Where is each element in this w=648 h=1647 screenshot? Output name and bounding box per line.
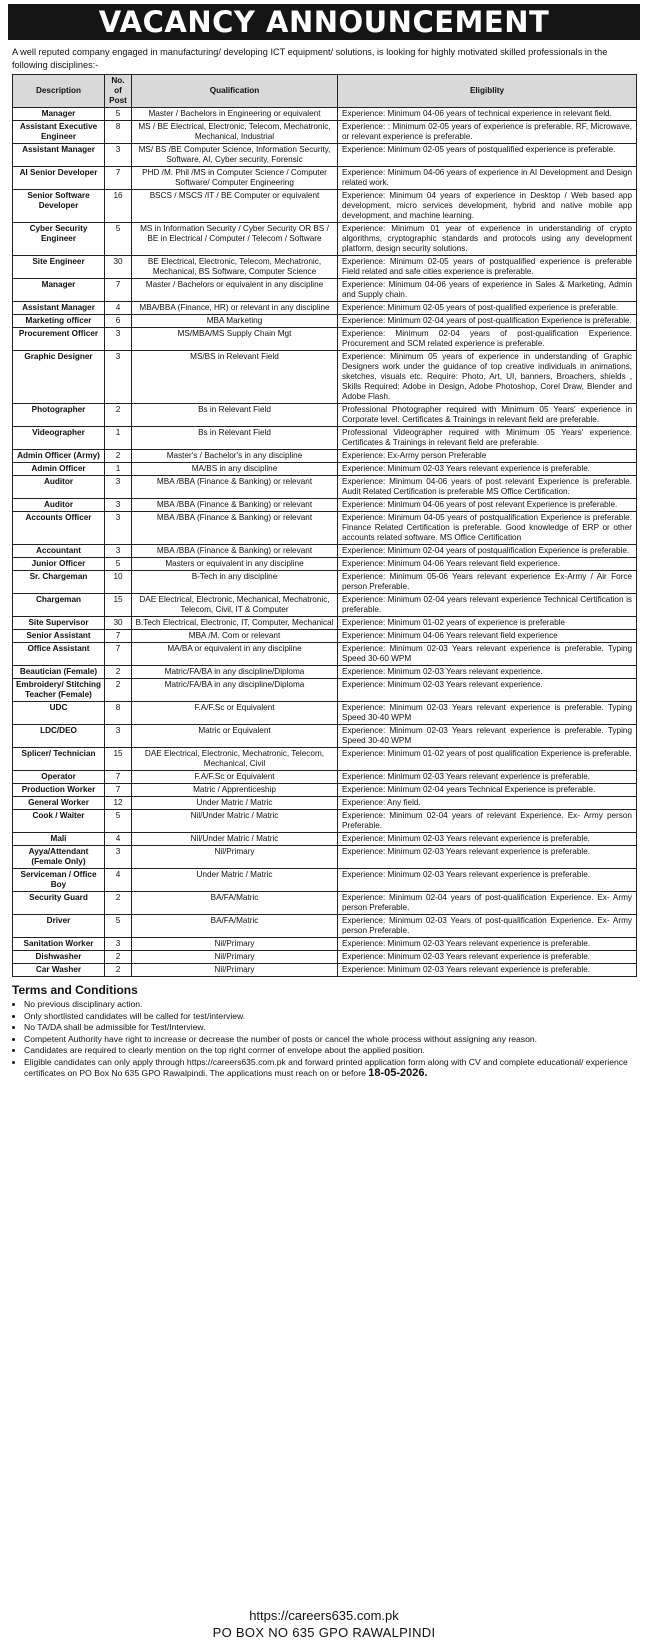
qualification: Matric / Apprenticeship (132, 784, 338, 797)
eligibility: Experience: Minimum 01 year of experience in understanding of crypto algorithms, cryptographic standards and protocols using any development platform, design security solutions. (338, 223, 637, 256)
eligibility: Experience: Minimum 02-03 Years relevant experience is preferable. (338, 951, 637, 964)
qualification: MA/BS in any discipline (132, 463, 338, 476)
qualification: Under Matric / Matric (132, 869, 338, 892)
qualification: Nil/Primary (132, 951, 338, 964)
position-description: Admin Officer (13, 463, 105, 476)
eligibility: Experience: Minimum 02-04 years of relevant Experience. Ex- Army person Preferable. (338, 810, 637, 833)
table-row (13, 558, 637, 571)
table-row (13, 869, 637, 892)
eligibility: Experience: Minimum 02-03 Years relevant experience. (338, 679, 637, 702)
post-count: 4 (105, 869, 132, 892)
header-description: Description (13, 75, 105, 108)
eligibility: Experience: Minimum 04-05 years of postqualification Experience is preferable. Finance Related Certification is preferable. Good knowledge of ERP or other accounts related software. MS Office Certification (338, 512, 637, 545)
qualification: B-Tech in any discipline (132, 571, 338, 594)
post-count: 6 (105, 315, 132, 328)
post-count: 10 (105, 571, 132, 594)
position-description: Admin Officer (Army) (13, 450, 105, 463)
table-row (13, 108, 637, 121)
table-row (13, 351, 637, 404)
post-count: 2 (105, 666, 132, 679)
table-row (13, 748, 637, 771)
qualification: MBA Marketing (132, 315, 338, 328)
position-description: Senior Software Developer (13, 190, 105, 223)
table-row (13, 810, 637, 833)
post-count: 7 (105, 279, 132, 302)
table-row (13, 499, 637, 512)
qualification: Bs in Relevant Field (132, 427, 338, 450)
eligibility: Experience: Minimum 04 years of experience in Desktop / Web based app development, micro services development, hybrid and native mobile app development, and machine learning. (338, 190, 637, 223)
qualification: MBA /BBA (Finance & Banking) or relevant (132, 545, 338, 558)
post-count: 15 (105, 748, 132, 771)
qualification: MBA /M. Com or relevant (132, 630, 338, 643)
qualification: MA/BA or equivalent in any discipline (132, 643, 338, 666)
table-row (13, 833, 637, 846)
post-count: 1 (105, 427, 132, 450)
terms-item-text: Only shortlisted candidates will be called for test/interview. (24, 1010, 246, 1021)
post-count: 8 (105, 121, 132, 144)
qualification: Matric or Equivalent (132, 725, 338, 748)
qualification: MBA /BBA (Finance & Banking) or relevant (132, 512, 338, 545)
qualification: Nil/Under Matric / Matric (132, 810, 338, 833)
position-description: Site Supervisor (13, 617, 105, 630)
eligibility: Experience: Any field. (338, 797, 637, 810)
table-row (13, 771, 637, 784)
position-description: General Worker (13, 797, 105, 810)
terms-item (24, 1057, 636, 1080)
qualification: BE Electrical, Electronic, Telecom, Mechatronic, Mechanical, BS Software, Computer Science (132, 256, 338, 279)
table-row (13, 594, 637, 617)
qualification: MS in Information Security / Cyber Security OR BS / BE in Electrical / Computer / Telecom / Software (132, 223, 338, 256)
eligibility: Experience: Minimum 05 years of experience in understanding of Graphic Designers work under the guidance of top creative individuals in animations, sketches, visuals etc. Require: Photo, Art, UI, banners, Broachers, shields , Skills Required: Adobe in Design, Adobe Photoshop, Corel Draw, Blender and Adobe Flash. (338, 351, 637, 404)
position-description: Embroidery/ Stitching Teacher (Female) (13, 679, 105, 702)
qualification: Nil/Under Matric / Matric (132, 833, 338, 846)
post-count: 16 (105, 190, 132, 223)
eligibility: Experience: Minimum 02-03 Years relevant experience is preferable. (338, 938, 637, 951)
position-description: Auditor (13, 476, 105, 499)
qualification: Nil/Primary (132, 964, 338, 977)
eligibility: Experience: Minimum 02-03 Years relevant experience is preferable. (338, 833, 637, 846)
post-count: 30 (105, 256, 132, 279)
table-row (13, 512, 637, 545)
table-row (13, 144, 637, 167)
qualification: MS / BE Electrical, Electronic, Telecom, Mechatronic, Mechanical, Industrial (132, 121, 338, 144)
qualification: Masters or equivalent in any discipline (132, 558, 338, 571)
table-header-row (13, 75, 637, 108)
qualification: Bs in Relevant Field (132, 404, 338, 427)
eligibility: Experience: Minimum 04-06 years of post relevant Experience is preferable. (338, 499, 637, 512)
qualification: PHD /M. Phil /MS in Computer Science / Computer Software/ Computer Engineering (132, 167, 338, 190)
position-description: Graphic Designer (13, 351, 105, 404)
post-count: 2 (105, 892, 132, 915)
qualification: BSCS / MSCS /IT / BE Computer or equivalent (132, 190, 338, 223)
table-row (13, 666, 637, 679)
position-description: Car Washer (13, 964, 105, 977)
eligibility: Experience: Minimum 02-03 Years relevant experience is preferable. (338, 869, 637, 892)
terms-item-text: No previous disciplinary action. (24, 999, 143, 1009)
table-row (13, 427, 637, 450)
terms-list (12, 999, 636, 1080)
table-row (13, 915, 637, 938)
qualification: DAE Electrical, Electronic, Mechanical, Mechatronic, Telecom, Civil, IT & Computer (132, 594, 338, 617)
page-title: VACANCY ANNOUNCEMENT (8, 4, 640, 40)
post-count: 3 (105, 476, 132, 499)
position-description: Site Engineer (13, 256, 105, 279)
table-row (13, 256, 637, 279)
position-description: Photographer (13, 404, 105, 427)
eligibility: Experience: Minimum 02-04 years of post-qualification Experience. Procurement and SCM related experience is preferable. (338, 328, 637, 351)
post-count: 2 (105, 450, 132, 463)
position-description: Auditor (13, 499, 105, 512)
terms-item-text: No TA/DA shall be admissible for Test/Interview. (24, 1022, 206, 1032)
position-description: Assistant Manager (13, 144, 105, 167)
table-row (13, 938, 637, 951)
qualification: Master / Bachelors or equivalent in any discipline (132, 279, 338, 302)
position-description: Beautician (Female) (13, 666, 105, 679)
position-description: Sr. Chargeman (13, 571, 105, 594)
eligibility: Experience: Minimum 02-03 Years relevant experience is preferable. Typing Speed 30-40 WPM (338, 702, 637, 725)
qualification: MS/MBA/MS Supply Chain Mgt (132, 328, 338, 351)
qualification: B.Tech Electrical, Electronic, IT, Computer, Mechanical (132, 617, 338, 630)
eligibility: Professional Videographer required with Minimum 05 Years' experience. Certificates & Trainings in relevant field are preferable. (338, 427, 637, 450)
table-row (13, 315, 637, 328)
post-count: 5 (105, 223, 132, 256)
position-description: Procurement Officer (13, 328, 105, 351)
header-eligibility: Eligiblity (338, 75, 637, 108)
eligibility: Experience: Minimum 02-03 Years relevant experience is preferable. Typing Speed 30-60 WPM (338, 643, 637, 666)
post-count: 7 (105, 784, 132, 797)
table-row (13, 121, 637, 144)
qualification: Matric/FA/BA in any discipline/Diploma (132, 679, 338, 702)
post-count: 5 (105, 915, 132, 938)
eligibility: Experience: Minimum 02-03 Years relevant experience is preferable. Typing Speed 30-40 WPM (338, 725, 637, 748)
position-description: Manager (13, 108, 105, 121)
post-count: 1 (105, 463, 132, 476)
post-count: 7 (105, 630, 132, 643)
eligibility: Experience: Minimum 02-05 years of postqualified experience is preferable Field related and safe cities experience is preferable. (338, 256, 637, 279)
position-description: Production Worker (13, 784, 105, 797)
position-description: Assistant Manager (13, 302, 105, 315)
qualification: Nil/Primary (132, 846, 338, 869)
position-description: Security Guard (13, 892, 105, 915)
eligibility: Experience: Minimum 02-04 years Technical Experience is preferable. (338, 784, 637, 797)
eligibility: Experience: Minimum 04-06 years of technical experience in relevant field. (338, 108, 637, 121)
terms-item (24, 1011, 636, 1023)
table-row (13, 223, 637, 256)
qualification: Matric/FA/BA in any discipline/Diploma (132, 666, 338, 679)
postal-address: PO BOX NO 635 GPO RAWALPINDI (212, 1625, 436, 1640)
position-description: Ayya/Attendant (Female Only) (13, 846, 105, 869)
position-description: Accounts Officer (13, 512, 105, 545)
table-row (13, 643, 637, 666)
eligibility: Experience: Minimum 02-03 Years relevant experience. (338, 666, 637, 679)
careers-url-link[interactable]: https://careers635.com.pk (249, 1608, 399, 1623)
vacancy-table-body (13, 108, 637, 977)
position-description: LDC/DEO (13, 725, 105, 748)
eligibility: Experience: Minimum 02-04 years of postqualification Experience is preferable. (338, 545, 637, 558)
terms-item (24, 1045, 636, 1057)
table-row (13, 571, 637, 594)
table-row (13, 679, 637, 702)
header-posts: No. of Post (105, 75, 132, 108)
position-description: Assistant Executive Engineer (13, 121, 105, 144)
table-row (13, 190, 637, 223)
post-count: 3 (105, 512, 132, 545)
post-count: 3 (105, 328, 132, 351)
position-description: Operator (13, 771, 105, 784)
qualification: Nil/Primary (132, 938, 338, 951)
qualification: Master's / Bachelor's in any discipline (132, 450, 338, 463)
post-count: 3 (105, 725, 132, 748)
header-qualification: Qualification (132, 75, 338, 108)
position-description: Dishwasher (13, 951, 105, 964)
eligibility: Experience: Minimum 04-06 Years relevant field experience (338, 630, 637, 643)
table-row (13, 450, 637, 463)
table-row (13, 630, 637, 643)
post-count: 12 (105, 797, 132, 810)
table-row (13, 846, 637, 869)
table-row (13, 964, 637, 977)
post-count: 3 (105, 351, 132, 404)
qualification: F.A/F.Sc or Equivalent (132, 771, 338, 784)
position-description: Sanitation Worker (13, 938, 105, 951)
terms-item (24, 1034, 636, 1046)
qualification: MBA/BBA (Finance, HR) or relevant in any discipline (132, 302, 338, 315)
table-row (13, 617, 637, 630)
table-row (13, 404, 637, 427)
position-description: Cook / Waiter (13, 810, 105, 833)
position-description: Manager (13, 279, 105, 302)
post-count: 4 (105, 302, 132, 315)
position-description: Junior Officer (13, 558, 105, 571)
position-description: Marketing officer (13, 315, 105, 328)
eligibility: Experience: Minimum 05-06 Years relevant experience Ex-Army / Air Force person Preferable. (338, 571, 637, 594)
position-description: Cyber Security Engineer (13, 223, 105, 256)
table-row (13, 545, 637, 558)
eligibility: Experience: Minimum 02-05 years of postqualified experience is preferable. (338, 144, 637, 167)
qualification: MBA /BBA (Finance & Banking) or relevant (132, 499, 338, 512)
position-description: Driver (13, 915, 105, 938)
eligibility: Experience: Minimum 02-04 years relevant experience Technical Certification is preferable. (338, 594, 637, 617)
position-description: UDC (13, 702, 105, 725)
post-count: 2 (105, 404, 132, 427)
eligibility: Experience: Minimum 01-02 years of post qualification Experience is preferable. (338, 748, 637, 771)
position-description: Mali (13, 833, 105, 846)
table-row (13, 167, 637, 190)
table-row (13, 725, 637, 748)
terms-title: Terms and Conditions (12, 983, 138, 997)
vacancy-table (12, 74, 637, 977)
application-deadline: 18-05-2026. (368, 1067, 428, 1079)
table-row (13, 951, 637, 964)
eligibility: Experience: Ex-Army person Preferable (338, 450, 637, 463)
post-count: 30 (105, 617, 132, 630)
post-count: 3 (105, 938, 132, 951)
post-count: 7 (105, 167, 132, 190)
qualification: MS/BS in Relevant Field (132, 351, 338, 404)
eligibility: Experience: Minimum 01-02 years of experience is preferable (338, 617, 637, 630)
position-description: Videographer (13, 427, 105, 450)
table-row (13, 279, 637, 302)
table-row (13, 476, 637, 499)
qualification: F.A/F.Sc or Equivalent (132, 702, 338, 725)
post-count: 3 (105, 499, 132, 512)
eligibility: Experience: Minimum 02-04 years of post-qualification Experience. Ex- Army person Preferable. (338, 892, 637, 915)
eligibility: Experience: Minimum 04-06 years of experience in AI Development and Design related work. (338, 167, 637, 190)
terms-item-text: Competent Authority have right to increase or decrease the number of posts or cancel the whole process without assigning any reason. (24, 1033, 538, 1044)
post-count: 5 (105, 108, 132, 121)
eligibility: Experience: Minimum 04-06 years of experience in Sales & Marketing, Admin and Supply chain. (338, 279, 637, 302)
eligibility: Experience: Minimum 04-06 Years relevant field experience. (338, 558, 637, 571)
table-row (13, 702, 637, 725)
post-count: 2 (105, 679, 132, 702)
post-count: 3 (105, 846, 132, 869)
post-count: 2 (105, 964, 132, 977)
terms-item-text: Candidates are required to clearly mention on the top right corrner of envelope about the applied position. (24, 1045, 425, 1055)
post-count: 5 (105, 558, 132, 571)
post-count: 8 (105, 702, 132, 725)
table-row (13, 463, 637, 476)
post-count: 7 (105, 771, 132, 784)
eligibility: Experience: Minimum 02-03 Years relevant experience is preferable. (338, 964, 637, 977)
terms-item (24, 1022, 636, 1034)
qualification: Under Matric / Matric (132, 797, 338, 810)
table-row (13, 302, 637, 315)
qualification: Master / Bachelors in Engineering or equivalent (132, 108, 338, 121)
post-count: 3 (105, 545, 132, 558)
eligibility: Experience: Minimum 02-03 Years relevant experience is preferable. (338, 846, 637, 869)
qualification: BA/FA/Matric (132, 892, 338, 915)
position-description: AI Senior Developer (13, 167, 105, 190)
post-count: 4 (105, 833, 132, 846)
qualification: MS/ BS /BE Computer Science, Information Security, Software, AI, Cyber security, Forensic (132, 144, 338, 167)
eligibility: Experience: Minimum 02-05 years of post-qualified experience is preferable. (338, 302, 637, 315)
table-row (13, 797, 637, 810)
post-count: 15 (105, 594, 132, 617)
eligibility: Professional Photographer required with Minimum 05 Years' experience in Corporate level. Certificates & Trainings in relevant field are preferable. (338, 404, 637, 427)
terms-item (24, 999, 636, 1011)
table-row (13, 784, 637, 797)
table-row (13, 892, 637, 915)
eligibility: Experience: : Minimum 02-05 years of experience is preferable. RF, Microwave, or relevant experience is preferable. (338, 121, 637, 144)
eligibility: Experience: Minimum 02-04 years of post-qualification Experience is preferable. (338, 315, 637, 328)
table-row (13, 328, 637, 351)
intro-text: A well reputed company engaged in manufacturing/ developing ICT equipment/ solutions, is looking for highly motivated skilled professionals in the following disciplines:- (12, 47, 608, 70)
position-description: Chargeman (13, 594, 105, 617)
eligibility: Experience: Minimum 04-06 years of post relevant Experience is preferable. Audit Related Certification is preferable MS Office Certification. (338, 476, 637, 499)
position-description: Splicer/ Technician (13, 748, 105, 771)
footer (0, 1607, 648, 1641)
eligibility: Experience: Minimum 02-03 Years relevant experience is preferable. (338, 463, 637, 476)
eligibility: Experience: Minimum 02-03 Years of post-qualification Experience. Ex- Army person Preferable. (338, 915, 637, 938)
terms-section (12, 983, 636, 1080)
position-description: Serviceman / Office Boy (13, 869, 105, 892)
qualification: MBA /BBA (Finance & Banking) or relevant (132, 476, 338, 499)
qualification: DAE Electrical, Electronic, Mechatronic, Telecom, Mechanical, Civil (132, 748, 338, 771)
post-count: 7 (105, 643, 132, 666)
eligibility: Experience: Minimum 02-03 Years relevant experience is preferable. (338, 771, 637, 784)
post-count: 3 (105, 144, 132, 167)
terms-item-text: Eligible candidates can only apply through https://careers635.com.pk and forward printed application form along with CV and complete educational/ experience certificates on PO Box No 635 GPO Rawalpindi. The applications must reach on or before (24, 1056, 628, 1078)
position-description: Office Assistant (13, 643, 105, 666)
post-count: 2 (105, 951, 132, 964)
vacancy-announcement-page (0, 4, 648, 1647)
post-count: 5 (105, 810, 132, 833)
position-description: Accountant (13, 545, 105, 558)
qualification: BA/FA/Matric (132, 915, 338, 938)
position-description: Senior Assistant (13, 630, 105, 643)
